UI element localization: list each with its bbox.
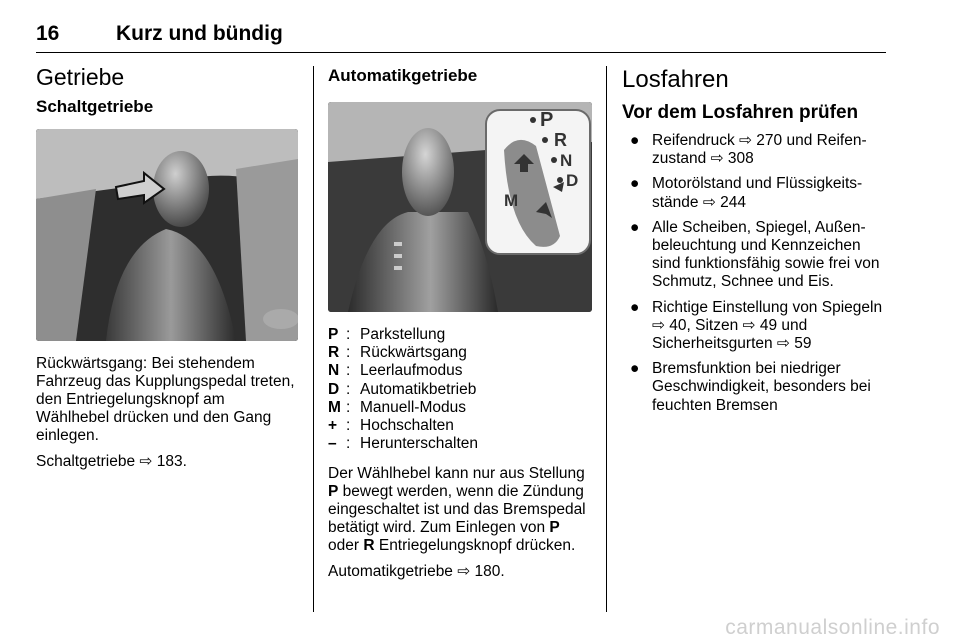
subsection-title: Automatikgetriebe [328, 66, 478, 85]
column-divider-2 [606, 66, 607, 612]
svg-text:P: P [540, 109, 554, 131]
chapter-title: Kurz und bündig [116, 22, 283, 45]
svg-text:M: M [504, 191, 519, 210]
subsection-title: Vor dem Losfahren prüfen [622, 102, 859, 123]
automatic-gear-lever-photo [328, 102, 592, 312]
bullet-icon: ● [630, 298, 640, 316]
bullet-icon: ● [630, 218, 640, 236]
bullet-icon: ● [630, 132, 640, 149]
manual-paragraph: Rückwärtsgang: Bei stehendem Fahrzeug das Kupplungspedal treten, den Entriegelungsknopf am Wählhebel drücken und den Gang einlegen. [36, 355, 295, 444]
bullet-icon: ● [630, 360, 640, 378]
column-start-driving [622, 60, 886, 422]
bullet-icon: ● [630, 175, 640, 193]
column-manual-transmission [36, 60, 298, 479]
legend-row: N : Leerlaufmodus [328, 362, 463, 380]
section-title: Getriebe [36, 64, 125, 90]
checklist [622, 132, 886, 415]
column-automatic-transmission [328, 60, 592, 589]
manual-reference: Schaltgetriebe ⇨ 183. [36, 453, 187, 470]
header-rule [36, 52, 886, 53]
subsection-title: Schaltgetriebe [36, 97, 154, 116]
legend-row: D : Automatikbetrieb [328, 380, 477, 398]
column-divider-1 [313, 66, 314, 612]
plus-icon: + [328, 417, 338, 435]
page-number: 16 [36, 22, 60, 45]
legend-row: – : Herunterschalten [328, 435, 479, 453]
minus-icon: – [328, 435, 337, 453]
legend-row: R : Rückwärtsgang [328, 344, 467, 362]
watermark: carmanualsonline.info [725, 616, 940, 639]
list-item: ● Richtige Einstellung von Spiegeln ⇨ 40, Sitzen ⇨ 49 und Sicherheitsgurten ⇨ 59 [630, 298, 883, 353]
list-item: ● Bremsfunktion bei niedriger Geschwindigkeit, besonders bei feuchten Bremsen [630, 360, 871, 414]
legend-row: M : Manuell-Modus [328, 398, 466, 416]
automatic-reference: Automatikgetriebe ⇨ 180. [328, 563, 505, 581]
list-item: ● Alle Scheiben, Spiegel, Außenbeleuchtung und Kennzeichen sind funktionsfähig sowie frei von Schmutz, Schnee und Eis. [630, 218, 880, 291]
ref-arrow-icon: ⇨ [139, 453, 153, 470]
automatic-paragraph: Der Wählhebel kann nur aus Stellung P bewegt werden, wenn die Zündung eingeschaltet ist und das Bremspedal betätigt wird. Zum Einlegen von P oder R Entriegelungsknopf drücken. [328, 465, 586, 555]
list-item: ● Reifendruck ⇨ 270 und Reifenzustand ⇨ 308 [630, 132, 867, 168]
gear-legend [328, 326, 592, 453]
section-title: Losfahren [622, 66, 729, 93]
legend-row: P : Parkstellung [328, 326, 446, 343]
legend-row: + : Hochschalten [328, 417, 454, 435]
manual-gear-lever-photo [36, 129, 298, 341]
svg-text:N: N [560, 151, 573, 170]
svg-text:R: R [554, 130, 567, 150]
svg-text:D: D [566, 171, 579, 190]
ref-arrow-icon: ⇨ [457, 563, 471, 581]
list-item: ● Motorölstand und Flüssigkeitsstände ⇨ 244 [630, 175, 863, 211]
